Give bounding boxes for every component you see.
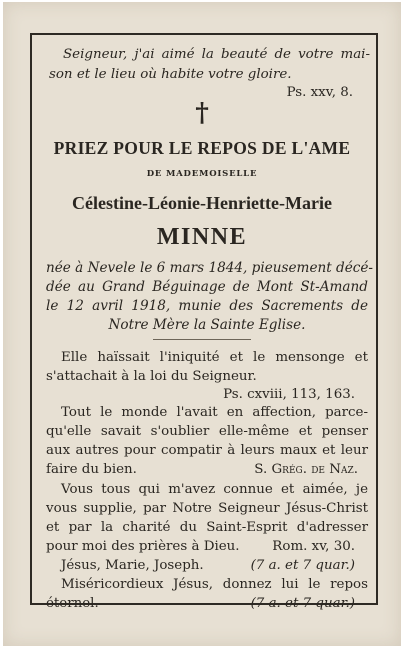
quote-3-line-1: Vous tous qui m'avez connue et aimée, je bbox=[61, 482, 368, 497]
quote-1-line-2: s'attachait à la loi du Seigneur. bbox=[46, 369, 257, 384]
quote-2-reference: S. Grég. de Naz. bbox=[254, 462, 358, 477]
quote-3-line-3: et par la charité du Saint-Esprit d'adresser bbox=[46, 520, 368, 535]
prayer-1-indulgence: (7 a. et 7 quar.) bbox=[250, 558, 355, 573]
prayer-heading: PRIEZ POUR LE REPOS DE L'AME bbox=[53, 138, 351, 158]
quote-1-reference: Ps. cxviii, 113, 163. bbox=[223, 387, 355, 402]
quote-3-reference: Rom. xv, 30. bbox=[272, 539, 355, 554]
biography-line-3: le 12 avril 1918, munie des Sacrements de bbox=[46, 298, 368, 314]
cross-icon: † bbox=[195, 98, 209, 128]
memorial-card bbox=[3, 2, 401, 646]
quote-2-line-3: aux autres pour compatir à leurs maux et leur bbox=[46, 443, 368, 458]
quote-2-line-2: qu'elle savait s'oublier elle-même et penser bbox=[46, 424, 368, 439]
quote-3-line-4: pour moi des prières à Dieu. bbox=[46, 539, 240, 554]
quote-1-line-1: Elle haïssait l'iniquité et le mensonge et bbox=[61, 350, 368, 365]
quote-3-line-2: vous supplie, par Notre Seigneur Jésus-Christ bbox=[46, 501, 368, 516]
biography-line-2: dée au Grand Béguinage de Mont St-Amand bbox=[46, 279, 368, 295]
deceased-given-names: Célestine-Léonie-Henriette-Marie bbox=[72, 193, 332, 213]
deceased-surname: MINNE bbox=[156, 224, 248, 250]
prayer-1-text: Jésus, Marie, Joseph. bbox=[61, 558, 204, 573]
quote-2-line-4: faire du bien. bbox=[46, 462, 137, 477]
epigraph-line-2: son et le lieu où habite votre gloire. bbox=[49, 67, 292, 82]
prayer-2-indulgence: (7 a. et 7 quar.) bbox=[250, 596, 355, 611]
separator-line bbox=[153, 339, 251, 340]
prayer-2-line-1: Miséricordieux Jésus, donnez lui le repos bbox=[61, 577, 368, 592]
quote-2-line-1: Tout le monde l'avait en affection, parce- bbox=[61, 405, 368, 420]
sub-heading: DE MADEMOISELLE bbox=[146, 169, 258, 179]
biography-line-1: née à Nevele le 6 mars 1844, pieusement décé- bbox=[46, 260, 374, 276]
epigraph-line-1: Seigneur, j'ai aimé la beauté de votre mai- bbox=[63, 47, 370, 62]
epigraph-reference: Ps. xxv, 8. bbox=[286, 85, 353, 100]
prayer-2-line-2: éternel. bbox=[46, 596, 99, 611]
biography-line-4: Notre Mère la Sainte Eglise. bbox=[108, 317, 306, 333]
